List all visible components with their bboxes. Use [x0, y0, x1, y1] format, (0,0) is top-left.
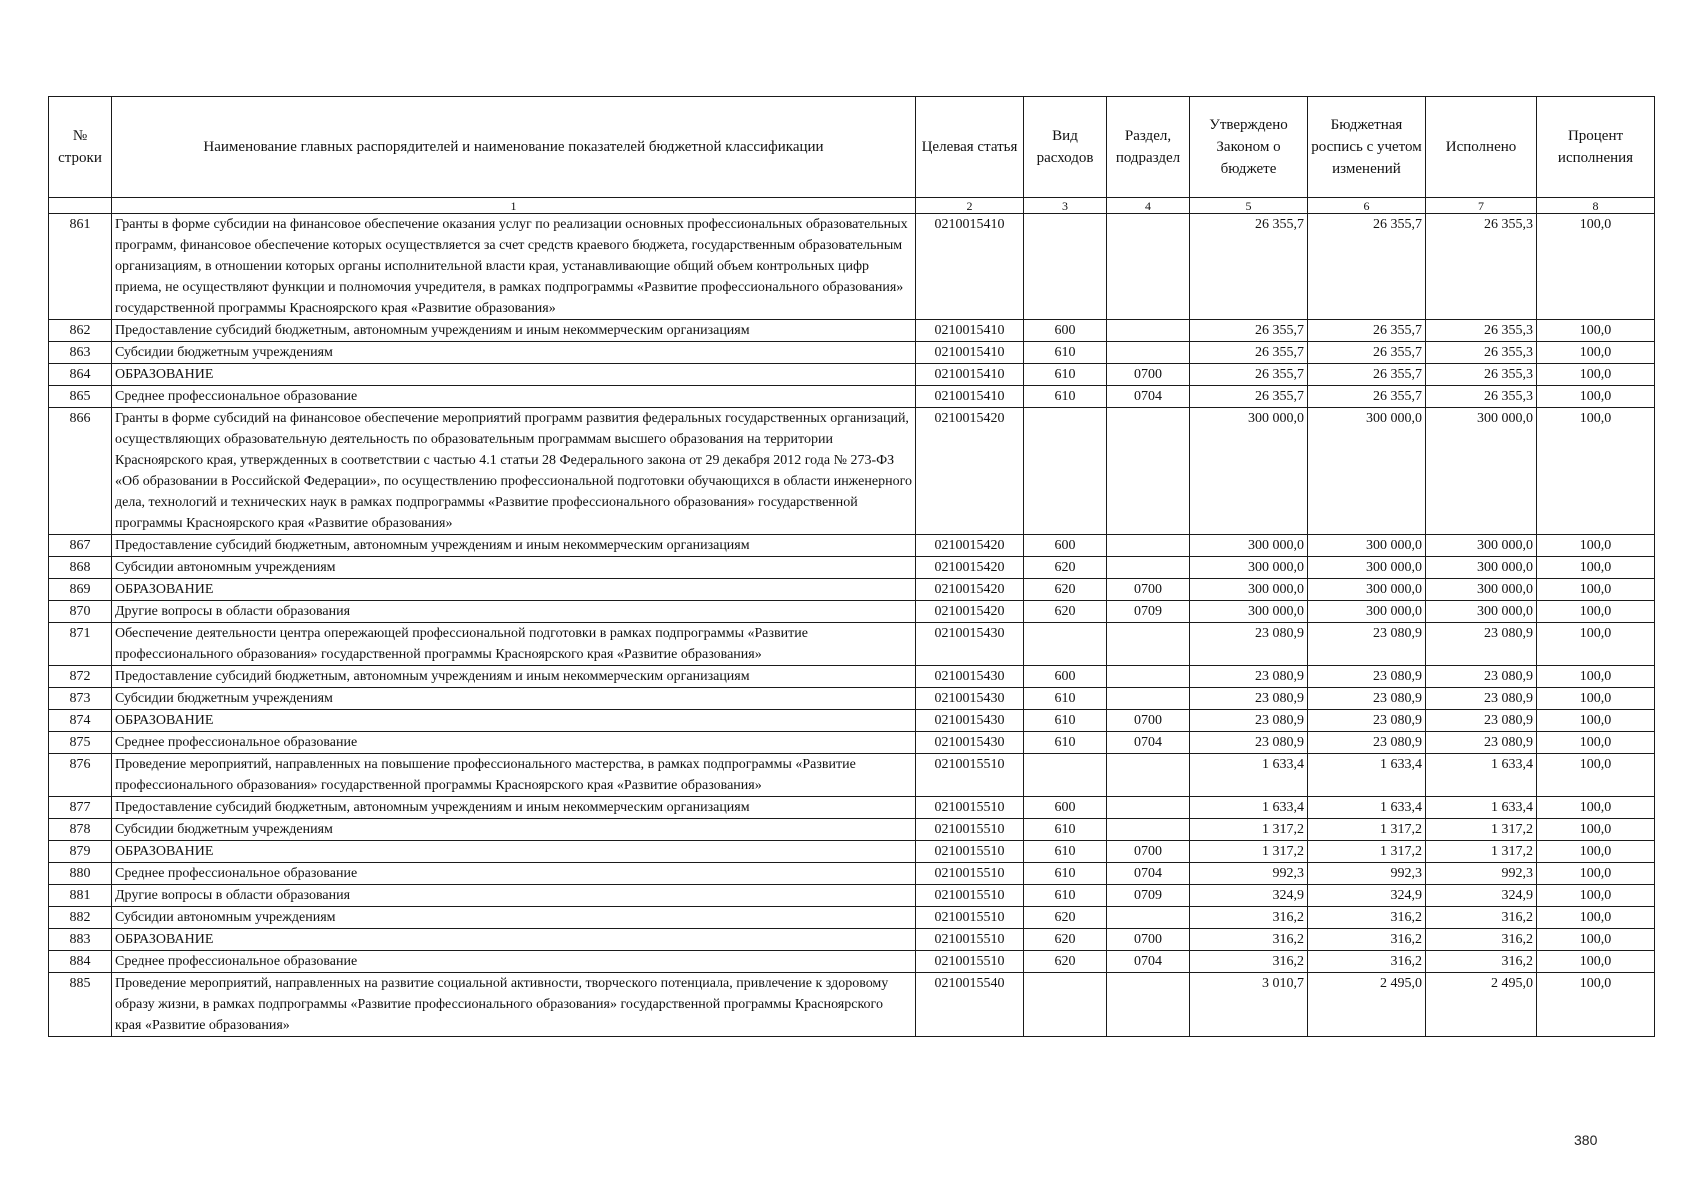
row-target-item: 0210015510 — [916, 841, 1024, 863]
row-expense-type: 610 — [1024, 688, 1107, 710]
row-executed: 26 355,3 — [1426, 386, 1537, 408]
row-percent: 100,0 — [1537, 623, 1655, 666]
row-number: 873 — [49, 688, 112, 710]
row-section — [1107, 666, 1190, 688]
row-percent: 100,0 — [1537, 579, 1655, 601]
row-expense-type — [1024, 754, 1107, 797]
row-section — [1107, 342, 1190, 364]
row-executed: 316,2 — [1426, 929, 1537, 951]
row-budget-schedule: 300 000,0 — [1308, 535, 1426, 557]
row-expense-type: 620 — [1024, 907, 1107, 929]
row-approved: 300 000,0 — [1190, 579, 1308, 601]
row-executed: 26 355,3 — [1426, 320, 1537, 342]
header-expense-type: Вид расходов — [1024, 97, 1107, 198]
row-number: 867 — [49, 535, 112, 557]
table-row — [49, 408, 1655, 535]
row-section: 0704 — [1107, 386, 1190, 408]
row-target-item: 0210015410 — [916, 214, 1024, 320]
table-row — [49, 688, 1655, 710]
row-percent: 100,0 — [1537, 754, 1655, 797]
table-row — [49, 819, 1655, 841]
row-number: 870 — [49, 601, 112, 623]
row-target-item: 0210015420 — [916, 535, 1024, 557]
row-executed: 23 080,9 — [1426, 666, 1537, 688]
column-index: 8 — [1537, 198, 1655, 214]
row-approved: 23 080,9 — [1190, 623, 1308, 666]
row-target-item: 0210015430 — [916, 688, 1024, 710]
row-section — [1107, 557, 1190, 579]
row-expense-type: 620 — [1024, 557, 1107, 579]
row-name: Предоставление субсидий бюджетным, автономным учреждениям и иным некоммерческим организациям — [112, 666, 916, 688]
table-row — [49, 929, 1655, 951]
row-target-item: 0210015540 — [916, 973, 1024, 1037]
table-body — [49, 214, 1655, 1037]
row-executed: 300 000,0 — [1426, 408, 1537, 535]
row-budget-schedule: 300 000,0 — [1308, 579, 1426, 601]
row-executed: 324,9 — [1426, 885, 1537, 907]
row-number: 878 — [49, 819, 112, 841]
column-index: 1 — [112, 198, 916, 214]
row-target-item: 0210015510 — [916, 754, 1024, 797]
column-index: 2 — [916, 198, 1024, 214]
row-section — [1107, 754, 1190, 797]
row-executed: 1 317,2 — [1426, 841, 1537, 863]
row-percent: 100,0 — [1537, 666, 1655, 688]
column-index: 6 — [1308, 198, 1426, 214]
row-expense-type — [1024, 214, 1107, 320]
row-budget-schedule: 26 355,7 — [1308, 364, 1426, 386]
row-budget-schedule: 1 633,4 — [1308, 754, 1426, 797]
row-expense-type: 610 — [1024, 863, 1107, 885]
row-budget-schedule: 300 000,0 — [1308, 557, 1426, 579]
row-target-item: 0210015410 — [916, 386, 1024, 408]
row-executed: 992,3 — [1426, 863, 1537, 885]
column-index: 5 — [1190, 198, 1308, 214]
row-section — [1107, 535, 1190, 557]
row-budget-schedule: 1 317,2 — [1308, 841, 1426, 863]
row-budget-schedule: 26 355,7 — [1308, 214, 1426, 320]
row-approved: 26 355,7 — [1190, 320, 1308, 342]
row-budget-schedule: 26 355,7 — [1308, 320, 1426, 342]
row-target-item: 0210015420 — [916, 579, 1024, 601]
row-expense-type: 610 — [1024, 885, 1107, 907]
row-expense-type: 600 — [1024, 797, 1107, 819]
row-expense-type: 610 — [1024, 386, 1107, 408]
row-number: 876 — [49, 754, 112, 797]
row-expense-type — [1024, 623, 1107, 666]
row-expense-type: 620 — [1024, 579, 1107, 601]
row-budget-schedule: 23 080,9 — [1308, 710, 1426, 732]
row-percent: 100,0 — [1537, 973, 1655, 1037]
row-approved: 992,3 — [1190, 863, 1308, 885]
column-index: 3 — [1024, 198, 1107, 214]
row-expense-type: 610 — [1024, 710, 1107, 732]
row-target-item: 0210015410 — [916, 320, 1024, 342]
row-expense-type — [1024, 973, 1107, 1037]
row-budget-schedule: 23 080,9 — [1308, 732, 1426, 754]
header-approved: Утверждено Законом о бюджете — [1190, 97, 1308, 198]
row-approved: 23 080,9 — [1190, 688, 1308, 710]
row-target-item: 0210015510 — [916, 797, 1024, 819]
column-index: 7 — [1426, 198, 1537, 214]
row-approved: 1 633,4 — [1190, 754, 1308, 797]
row-approved: 316,2 — [1190, 951, 1308, 973]
header-row — [49, 97, 1655, 198]
row-number: 875 — [49, 732, 112, 754]
row-budget-schedule: 992,3 — [1308, 863, 1426, 885]
table-row — [49, 214, 1655, 320]
row-section — [1107, 797, 1190, 819]
row-name: ОБРАЗОВАНИЕ — [112, 579, 916, 601]
row-name: Субсидии автономным учреждениям — [112, 557, 916, 579]
row-percent: 100,0 — [1537, 408, 1655, 535]
page-number: 380 — [1574, 1132, 1598, 1148]
row-percent: 100,0 — [1537, 863, 1655, 885]
row-executed: 300 000,0 — [1426, 557, 1537, 579]
row-percent: 100,0 — [1537, 951, 1655, 973]
row-expense-type: 620 — [1024, 951, 1107, 973]
row-number: 885 — [49, 973, 112, 1037]
row-number: 865 — [49, 386, 112, 408]
row-budget-schedule: 23 080,9 — [1308, 688, 1426, 710]
row-executed: 300 000,0 — [1426, 601, 1537, 623]
row-number: 882 — [49, 907, 112, 929]
table-row — [49, 732, 1655, 754]
row-expense-type: 610 — [1024, 732, 1107, 754]
row-percent: 100,0 — [1537, 885, 1655, 907]
row-percent: 100,0 — [1537, 386, 1655, 408]
row-expense-type: 610 — [1024, 819, 1107, 841]
row-expense-type: 610 — [1024, 342, 1107, 364]
row-target-item: 0210015420 — [916, 557, 1024, 579]
row-budget-schedule: 316,2 — [1308, 929, 1426, 951]
row-executed: 26 355,3 — [1426, 214, 1537, 320]
table-row — [49, 557, 1655, 579]
table-row — [49, 907, 1655, 929]
row-percent: 100,0 — [1537, 342, 1655, 364]
row-section — [1107, 214, 1190, 320]
row-executed: 23 080,9 — [1426, 688, 1537, 710]
row-number: 861 — [49, 214, 112, 320]
row-budget-schedule: 1 317,2 — [1308, 819, 1426, 841]
row-approved: 26 355,7 — [1190, 386, 1308, 408]
row-percent: 100,0 — [1537, 732, 1655, 754]
row-percent: 100,0 — [1537, 364, 1655, 386]
row-expense-type: 610 — [1024, 364, 1107, 386]
row-budget-schedule: 324,9 — [1308, 885, 1426, 907]
row-approved: 1 317,2 — [1190, 819, 1308, 841]
row-budget-schedule: 2 495,0 — [1308, 973, 1426, 1037]
table-row — [49, 754, 1655, 797]
row-executed: 316,2 — [1426, 951, 1537, 973]
row-executed: 23 080,9 — [1426, 732, 1537, 754]
row-section: 0700 — [1107, 841, 1190, 863]
row-name: Среднее профессиональное образование — [112, 386, 916, 408]
row-section: 0709 — [1107, 885, 1190, 907]
row-approved: 23 080,9 — [1190, 710, 1308, 732]
row-number: 872 — [49, 666, 112, 688]
row-percent: 100,0 — [1537, 557, 1655, 579]
row-name: ОБРАЗОВАНИЕ — [112, 841, 916, 863]
row-section: 0700 — [1107, 710, 1190, 732]
table-row — [49, 364, 1655, 386]
row-number: 868 — [49, 557, 112, 579]
row-number: 879 — [49, 841, 112, 863]
row-name: Гранты в форме субсидии на финансовое обеспечение оказания услуг по реализации основных профессиональных образовательных программ, финансовое обеспечение которых осуществляется за счет средств краевого бюджета, государственным образовательным организациям, в отношении которых органы исполнительной власти края, устанавливающие общий объем контрольных цифр приема, не осуществляют функции и полномочия учредителя, в рамках подпрограммы «Развитие профессионального образования» государственной программы Красноярского края «Развитие образования» — [112, 214, 916, 320]
row-name: Обеспечение деятельности центра опережающей профессиональной подготовки в рамках подпрограммы «Развитие профессионального образования» государственной программы Красноярского края «Развитие образования» — [112, 623, 916, 666]
row-percent: 100,0 — [1537, 929, 1655, 951]
table-row — [49, 386, 1655, 408]
row-expense-type: 600 — [1024, 666, 1107, 688]
row-target-item: 0210015510 — [916, 819, 1024, 841]
header-target-item: Целевая статья — [916, 97, 1024, 198]
row-number: 877 — [49, 797, 112, 819]
row-section — [1107, 408, 1190, 535]
row-target-item: 0210015510 — [916, 907, 1024, 929]
table-row — [49, 710, 1655, 732]
row-number: 884 — [49, 951, 112, 973]
row-executed: 1 633,4 — [1426, 797, 1537, 819]
row-percent: 100,0 — [1537, 320, 1655, 342]
row-budget-schedule: 300 000,0 — [1308, 601, 1426, 623]
column-index — [49, 198, 112, 214]
row-budget-schedule: 1 633,4 — [1308, 797, 1426, 819]
row-number: 863 — [49, 342, 112, 364]
row-name: Среднее профессиональное образование — [112, 732, 916, 754]
row-budget-schedule: 316,2 — [1308, 951, 1426, 973]
row-executed: 23 080,9 — [1426, 623, 1537, 666]
table-row — [49, 973, 1655, 1037]
row-target-item: 0210015430 — [916, 623, 1024, 666]
row-number: 881 — [49, 885, 112, 907]
row-name: Проведение мероприятий, направленных на повышение профессионального мастерства, в рамках подпрограммы «Развитие профессионального образования» государственной программы Красноярского края «Развитие образования» — [112, 754, 916, 797]
row-executed: 1 633,4 — [1426, 754, 1537, 797]
row-percent: 100,0 — [1537, 907, 1655, 929]
column-index: 4 — [1107, 198, 1190, 214]
row-name: Проведение мероприятий, направленных на развитие социальной активности, творческого потенциала, привлечение к здоровому образу жизни, в рамках подпрограммы «Развитие профессионального образования» государственной программы Красноярского края «Развитие образования» — [112, 973, 916, 1037]
row-target-item: 0210015510 — [916, 951, 1024, 973]
row-section: 0700 — [1107, 929, 1190, 951]
row-percent: 100,0 — [1537, 214, 1655, 320]
row-target-item: 0210015510 — [916, 863, 1024, 885]
row-budget-schedule: 316,2 — [1308, 907, 1426, 929]
row-approved: 1 633,4 — [1190, 797, 1308, 819]
header-row-number: № строки — [49, 97, 112, 198]
row-section: 0709 — [1107, 601, 1190, 623]
row-approved: 316,2 — [1190, 907, 1308, 929]
row-budget-schedule: 26 355,7 — [1308, 386, 1426, 408]
header-section: Раздел, подраздел — [1107, 97, 1190, 198]
row-name: ОБРАЗОВАНИЕ — [112, 364, 916, 386]
row-target-item: 0210015430 — [916, 710, 1024, 732]
row-section: 0700 — [1107, 579, 1190, 601]
row-number: 864 — [49, 364, 112, 386]
row-approved: 26 355,7 — [1190, 214, 1308, 320]
row-name: Другие вопросы в области образования — [112, 885, 916, 907]
table-row — [49, 951, 1655, 973]
row-executed: 23 080,9 — [1426, 710, 1537, 732]
row-approved: 300 000,0 — [1190, 557, 1308, 579]
row-percent: 100,0 — [1537, 710, 1655, 732]
row-expense-type — [1024, 408, 1107, 535]
row-target-item: 0210015430 — [916, 732, 1024, 754]
row-section — [1107, 688, 1190, 710]
row-section: 0704 — [1107, 732, 1190, 754]
row-executed: 300 000,0 — [1426, 535, 1537, 557]
row-name: Среднее профессиональное образование — [112, 863, 916, 885]
row-number: 866 — [49, 408, 112, 535]
row-expense-type: 600 — [1024, 535, 1107, 557]
row-number: 874 — [49, 710, 112, 732]
row-expense-type: 620 — [1024, 601, 1107, 623]
row-approved: 26 355,7 — [1190, 364, 1308, 386]
row-percent: 100,0 — [1537, 601, 1655, 623]
row-executed: 316,2 — [1426, 907, 1537, 929]
header-name: Наименование главных распорядителей и наименование показателей бюджетной классификации — [112, 97, 916, 198]
table-row — [49, 666, 1655, 688]
row-number: 869 — [49, 579, 112, 601]
row-approved: 23 080,9 — [1190, 732, 1308, 754]
table-row — [49, 342, 1655, 364]
row-approved: 300 000,0 — [1190, 408, 1308, 535]
row-section: 0704 — [1107, 863, 1190, 885]
row-name: Субсидии бюджетным учреждениям — [112, 342, 916, 364]
header-percent: Процент исполнения — [1537, 97, 1655, 198]
table-row — [49, 601, 1655, 623]
row-budget-schedule: 23 080,9 — [1308, 623, 1426, 666]
row-name: Предоставление субсидий бюджетным, автономным учреждениям и иным некоммерческим организациям — [112, 535, 916, 557]
table-row — [49, 863, 1655, 885]
row-target-item: 0210015430 — [916, 666, 1024, 688]
row-expense-type: 600 — [1024, 320, 1107, 342]
row-name: Субсидии бюджетным учреждениям — [112, 688, 916, 710]
row-percent: 100,0 — [1537, 535, 1655, 557]
row-section — [1107, 973, 1190, 1037]
table-row — [49, 885, 1655, 907]
row-number: 883 — [49, 929, 112, 951]
table-row — [49, 579, 1655, 601]
row-target-item: 0210015410 — [916, 364, 1024, 386]
row-executed: 1 317,2 — [1426, 819, 1537, 841]
row-section: 0704 — [1107, 951, 1190, 973]
row-executed: 300 000,0 — [1426, 579, 1537, 601]
row-percent: 100,0 — [1537, 819, 1655, 841]
row-name: Гранты в форме субсидий на финансовое обеспечение мероприятий программ развития федеральных государственных организаций, осуществляющих образовательную деятельность по образовательным программам высшего образования на территории Красноярского края, утвержденных в соответствии с частью 4.1 статьи 28 Федерального закона от 29 декабря 2012 года № 273-ФЗ «Об образовании в Российской Федерации», по осуществлению профессиональной подготовки обучающихся в области инженерного дела, технологий и технических наук в рамках подпрограммы «Развитие профессионального образования» государственной программы Красноярского края «Развитие образования» — [112, 408, 916, 535]
row-name: Предоставление субсидий бюджетным, автономным учреждениям и иным некоммерческим организациям — [112, 797, 916, 819]
row-approved: 324,9 — [1190, 885, 1308, 907]
row-number: 880 — [49, 863, 112, 885]
row-target-item: 0210015510 — [916, 885, 1024, 907]
row-executed: 2 495,0 — [1426, 973, 1537, 1037]
row-name: Предоставление субсидий бюджетным, автономным учреждениям и иным некоммерческим организациям — [112, 320, 916, 342]
row-number: 862 — [49, 320, 112, 342]
row-approved: 26 355,7 — [1190, 342, 1308, 364]
row-name: Субсидии автономным учреждениям — [112, 907, 916, 929]
row-budget-schedule: 26 355,7 — [1308, 342, 1426, 364]
row-percent: 100,0 — [1537, 841, 1655, 863]
row-target-item: 0210015510 — [916, 929, 1024, 951]
row-target-item: 0210015420 — [916, 408, 1024, 535]
row-target-item: 0210015410 — [916, 342, 1024, 364]
row-percent: 100,0 — [1537, 688, 1655, 710]
row-name: Другие вопросы в области образования — [112, 601, 916, 623]
row-approved: 1 317,2 — [1190, 841, 1308, 863]
row-section — [1107, 623, 1190, 666]
row-approved: 3 010,7 — [1190, 973, 1308, 1037]
column-index-row — [49, 198, 1655, 214]
table-row — [49, 797, 1655, 819]
row-section — [1107, 320, 1190, 342]
table-row — [49, 535, 1655, 557]
row-target-item: 0210015420 — [916, 601, 1024, 623]
row-section: 0700 — [1107, 364, 1190, 386]
row-expense-type: 610 — [1024, 841, 1107, 863]
row-percent: 100,0 — [1537, 797, 1655, 819]
row-name: Среднее профессиональное образование — [112, 951, 916, 973]
row-executed: 26 355,3 — [1426, 342, 1537, 364]
table-row — [49, 841, 1655, 863]
table-row — [49, 623, 1655, 666]
row-approved: 23 080,9 — [1190, 666, 1308, 688]
row-approved: 300 000,0 — [1190, 535, 1308, 557]
row-budget-schedule: 300 000,0 — [1308, 408, 1426, 535]
table-row — [49, 320, 1655, 342]
row-name: Субсидии бюджетным учреждениям — [112, 819, 916, 841]
budget-table — [48, 96, 1655, 1037]
row-section — [1107, 907, 1190, 929]
row-approved: 316,2 — [1190, 929, 1308, 951]
row-name: ОБРАЗОВАНИЕ — [112, 710, 916, 732]
header-executed: Исполнено — [1426, 97, 1537, 198]
row-number: 871 — [49, 623, 112, 666]
row-section — [1107, 819, 1190, 841]
row-approved: 300 000,0 — [1190, 601, 1308, 623]
row-executed: 26 355,3 — [1426, 364, 1537, 386]
header-budget-schedule: Бюджетная роспись с учетом изменений — [1308, 97, 1426, 198]
row-name: ОБРАЗОВАНИЕ — [112, 929, 916, 951]
row-budget-schedule: 23 080,9 — [1308, 666, 1426, 688]
row-expense-type: 620 — [1024, 929, 1107, 951]
